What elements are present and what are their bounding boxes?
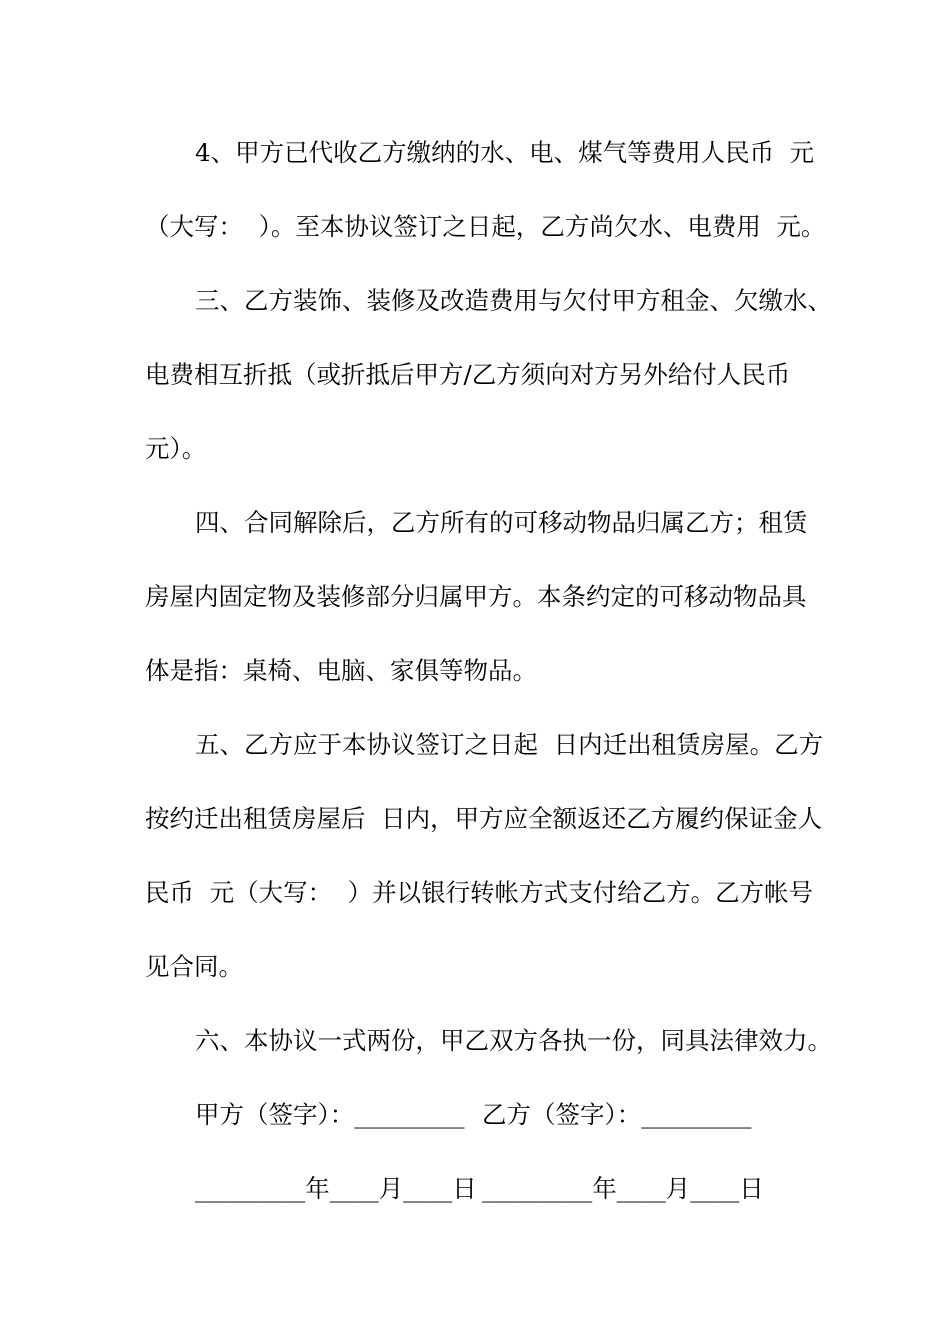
party-a-signature: 甲方（签字）：_________ bbox=[195, 1100, 465, 1129]
clause-5-line-2: 按约迁出租赁房屋后 日内，甲方应全额返还乙方履约保证金人 bbox=[145, 804, 823, 833]
clause-5-line-3: 民币 元（大写： ）并以银行转帐方式支付给乙方。乙方帐号 bbox=[145, 878, 814, 907]
paragraph-4-fees-line-1: 4、甲方已代收乙方缴纳的水、电、煤气等费用人民币 元 bbox=[195, 138, 815, 167]
clause-4-line-2: 房屋内固定物及装修部分归属甲方。本条约定的可移动物品具 bbox=[145, 582, 807, 611]
party-b-signature: 乙方（签字）：_________ bbox=[482, 1100, 752, 1129]
clause-3-line-1: 三、乙方装饰、装修及改造费用与欠付甲方租金、欠缴水、 bbox=[195, 286, 832, 315]
clause-5-line-1: 五、乙方应于本协议签订之日起 日内迁出租赁房屋。乙方 bbox=[195, 730, 824, 759]
clause-3-line-2: 电费相互折抵（或折抵后甲方/乙方须向对方另外给付人民币 bbox=[145, 360, 791, 389]
clause-5-line-4: 见合同。 bbox=[145, 952, 243, 981]
date-row bbox=[0, 1169, 950, 1209]
signature-row bbox=[0, 1095, 950, 1135]
clause-3-line-3: 元）。 bbox=[145, 434, 207, 463]
clause-6-line-1: 六、本协议一式两份，甲乙双方各执一份，同具法律效力。 bbox=[195, 1026, 832, 1055]
clause-4-line-1: 四、合同解除后，乙方所有的可移动物品归属乙方；租赁 bbox=[195, 508, 808, 537]
clause-4-line-3: 体是指：桌椅、电脑、家俱等物品。 bbox=[145, 656, 537, 685]
party-b-date: _________年____月____日 bbox=[482, 1174, 764, 1203]
paragraph-4-fees-line-2: （大写： ）。至本协议签订之日起，乙方尚欠水、电费用 元。 bbox=[145, 212, 826, 241]
party-a-date: _________年____月____日 bbox=[195, 1174, 477, 1203]
